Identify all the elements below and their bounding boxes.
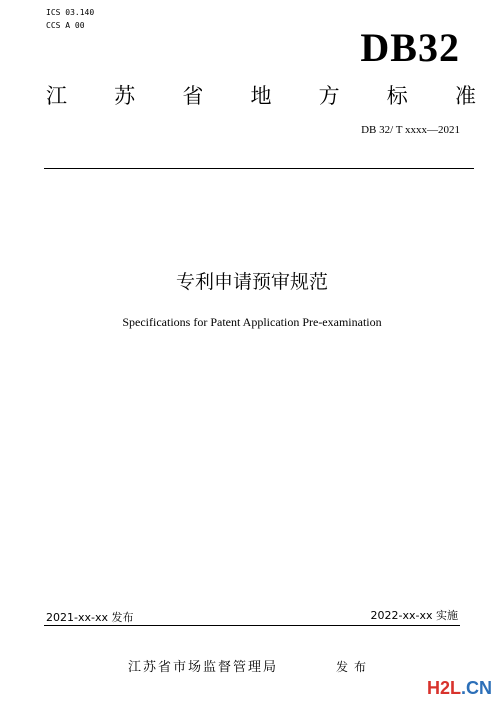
- ics-code: ICS 03.140: [46, 8, 95, 17]
- document-title: 专利申请预审规范: [175, 271, 328, 293]
- watermark-logo: [427, 678, 492, 698]
- standard-type-char: 准: [454, 84, 476, 108]
- watermark-part2: .CN: [461, 678, 492, 698]
- document-subtitle-english: Specifications for Patent Application Pre-examination: [122, 315, 382, 329]
- implement-date: 2022-xx-xx 实施: [370, 609, 458, 622]
- standard-type-char: 省: [182, 84, 204, 108]
- standard-number: DB 32/ T xxxx—2021: [361, 124, 460, 136]
- standard-code-db32: DB32: [360, 25, 460, 70]
- bottom-divider: [44, 625, 460, 626]
- standard-type-char: 地: [250, 84, 272, 108]
- standard-type-char: 方: [318, 84, 340, 108]
- standard-type-char: 江: [46, 84, 67, 108]
- issuing-authority: 江苏省市场监督管理局: [128, 660, 279, 675]
- issue-label: 发布: [336, 660, 373, 674]
- publish-date: 2021-xx-xx 发布: [46, 611, 134, 624]
- standard-type-heading: [46, 84, 476, 108]
- watermark-part1: H2L: [426, 678, 461, 698]
- top-divider: [44, 168, 474, 169]
- standard-type-char: 标: [386, 84, 408, 108]
- ccs-code: CCS A 00: [46, 21, 85, 30]
- standard-type-char: 苏: [114, 84, 136, 108]
